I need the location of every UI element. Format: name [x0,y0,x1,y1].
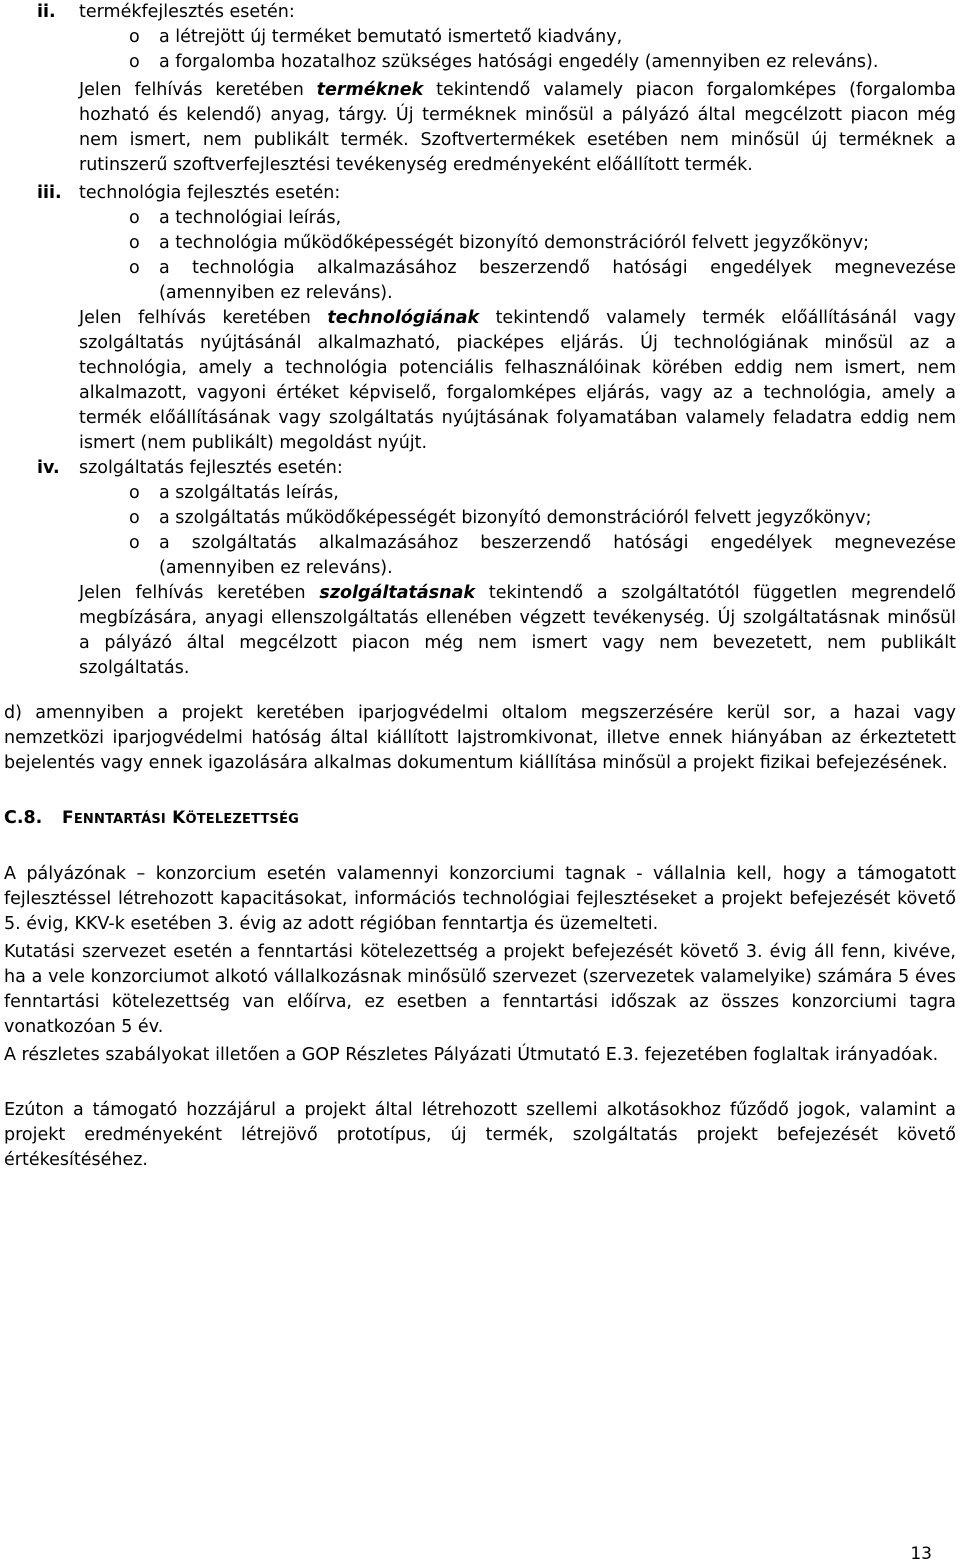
page-number: 13 [910,1544,932,1564]
body-paragraph: Ezúton a támogató hozzájárul a projekt által létrehozott szellemi alkotásokhoz fűződő jogok, valamint a projekt eredményeként létrejövő prototípus, új termék, szolgáltatás projekt befejezését követő értékesítéséhez. [4,1100,956,1170]
emphasis-term: szolgáltatásnak [319,583,476,603]
emphasis-term: terméknek [316,80,424,100]
definition-paragraph-product: Jelen felhívás keretében terméknek tekintendő valamely piacon forgalomképes (forgalomba hozható és kelendő) anyag, tárgy. Új terméknek minősül a pályázó által megcélzott piacon még nem ismert, nem publikált termék. Szoftvertermékek esetében nem minősül új terméknek a rutinszerű szoftverfejlesztési tevékenység eredményeként előállított termék. [79,80,956,175]
emphasis-term: technológiának [327,308,480,328]
bullet-marker: o [129,508,140,528]
bullet-item [4,531,956,581]
section-heading [4,806,956,832]
body-paragraph: Kutatási szervezet esetén a fenntartási kötelezettség a projekt befejezését követő 3. évig áll fenn, kivéve, ha a vele konzorciumot alkotó vállalkozásnak minősülő szervezet (szervezetek valamelyike) számára 5 éves fenntartási kötelezettség van előírva, ez esetben a fenntartási időszak az összes konzorciumi tagra vonatkozóan 5 év. [4,942,956,1037]
bullet-text: a létrejött új terméket bemutató ismertető kiadvány, [159,27,623,47]
bullet-text: a technológiai leírás, [159,208,342,228]
list-item-ii [4,0,956,25]
bullet-marker: o [129,483,140,503]
bullet-item [4,25,956,50]
list-marker-ii: ii. [37,2,56,22]
list-item-iv [4,456,956,481]
bullet-item [4,506,956,531]
bullet-text: a szolgáltatás leírás, [159,483,339,503]
bullet-text: a technológia működőképességét bizonyító demonstrációról felvett jegyzőkönyv; [159,233,870,253]
bullet-marker: o [129,27,140,47]
bullet-text: a technológia alkalmazásához beszerzendő hatósági engedélyek megnevezése (amennyiben ez releváns). [159,258,956,303]
body-paragraph: A részletes szabályokat illetően a GOP Részletes Pályázati Útmutató E.3. fejezetében foglaltak irányadóak. [4,1045,939,1065]
document-page [4,0,956,1173]
section-number: C.8. [4,808,43,828]
list-item-iii [4,181,956,206]
bullet-item [4,231,956,256]
section-title: FENNTARTÁSI KÖTELEZETTSÉG [62,808,300,828]
definition-paragraph-technology: Jelen felhívás keretében technológiának tekintendő valamely termék előállításánál vagy szolgáltatás nyújtásánál alkalmazható, piacképes eljárás. Új technológiának minősül az a technológia, amely a technológia potenciális felhasználóinak körében eddig nem ismert, nem alkalmazott, vagyoni értéket képviselő, forgalomképes eljárás, vagy az a technológia, amely a termék előállításának vagy szolgáltatás nyújtásának folyamatában valamely feladatra eddig nem ismert (nem publikált) megoldást nyújt. [79,308,956,453]
bullet-item [4,50,956,75]
body-paragraph: A pályázónak – konzorcium esetén valamennyi konzorciumi tagnak - vállalnia kell, hogy a támogatott fejlesztéssel létrehozott kapacitásokat, információs technológiai fejlesztéseket a projekt befejezését követő 5. évig, KKV-k esetében 3. évig az adott régióban fenntartja és üzemelteti. [4,864,956,934]
bullet-marker: o [129,258,140,278]
bullet-item [4,481,956,506]
bullet-marker: o [129,208,140,228]
definition-paragraph-service: Jelen felhívás keretében szolgáltatásnak tekintendő a szolgáltatótól független megrendelő megbízására, anyagi ellenszolgáltatás ellenében végzett tevékenység. Új szolgáltatásnak minősül a pályázó által megcélzott piacon még nem ismert vagy nem bevezetett, nem publikált szolgáltatás. [79,583,956,678]
bullet-item [4,256,956,306]
bullet-item [4,206,956,231]
bullet-marker: o [129,533,140,553]
bullet-text: a forgalomba hozatalhoz szükséges hatósági engedély (amennyiben ez releváns). [159,52,879,72]
list-marker-iv: iv. [37,458,60,478]
bullet-marker: o [129,52,140,72]
bullet-text: a szolgáltatás alkalmazásához beszerzendő hatósági engedélyek megnevezése (amennyiben ez releváns). [159,533,956,578]
list-intro-iii: technológia fejlesztés esetén: [79,183,341,203]
list-marker-iii: iii. [37,183,62,203]
bullet-marker: o [129,233,140,253]
list-intro-ii: termékfejlesztés esetén: [79,2,295,22]
bullet-text: a szolgáltatás működőképességét bizonyító demonstrációról felvett jegyzőkönyv; [159,508,872,528]
point-d-paragraph: d) amennyiben a projekt keretében iparjogvédelmi oltalom megszerzésére kerül sor, a hazai vagy nemzetközi iparjogvédelmi hatóság által kiállított lajstromkivonat, illetve ennek hiányában az érkeztetett bejelentés vagy ennek igazolására alkalmas dokumentum kiállítása minősül a projekt fizikai befejezésének. [4,703,956,773]
list-intro-iv: szolgáltatás fejlesztés esetén: [79,458,343,478]
